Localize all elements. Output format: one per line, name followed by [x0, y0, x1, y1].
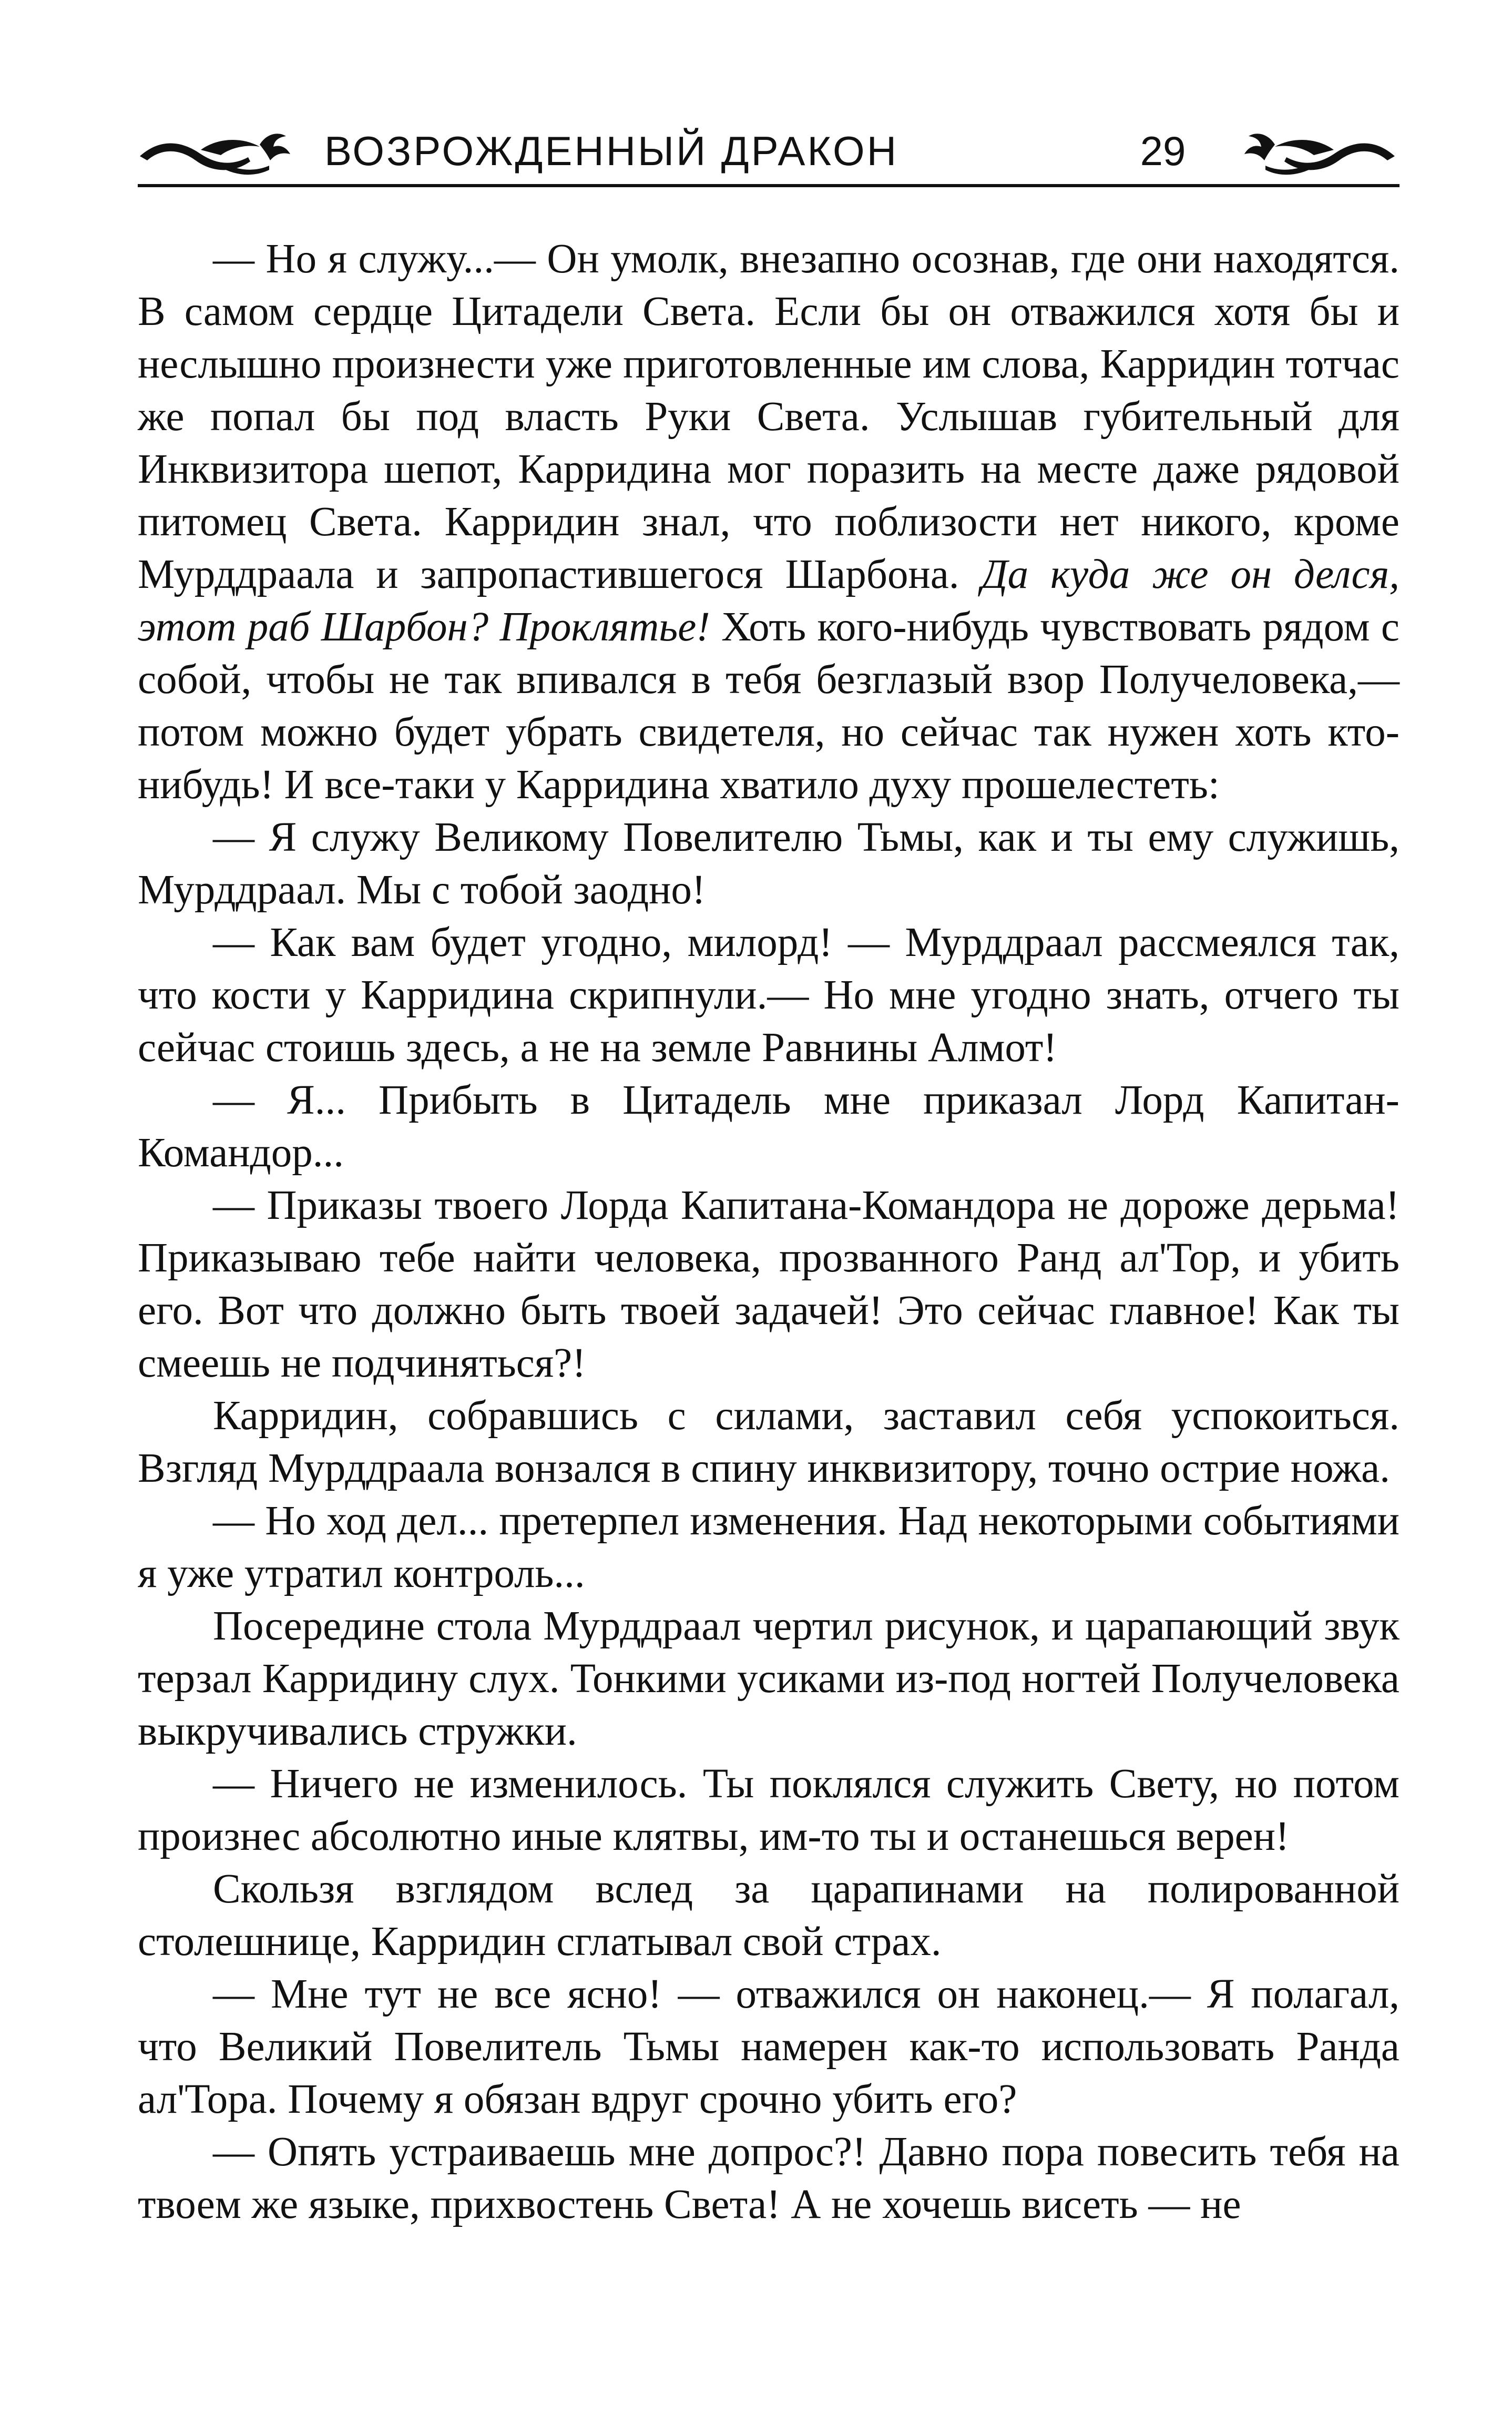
left-ornament-icon [138, 124, 295, 181]
italic-thought: Да куда же он делся, этот раб Шарбон? Проклятье! [138, 552, 1399, 650]
body-text [138, 233, 1399, 2231]
running-title: ВОЗРОЖДЕННЫЙ ДРАКОН [324, 128, 899, 174]
paragraph: — Но ход дел... претерпел изменения. Над некоторыми событиями я уже утратил контроль... [138, 1498, 1399, 1596]
paragraph: Карридин, собравшись с силами, заставил себя успокоиться. Взгляд Мурддраала вонзался в спину инквизитору, точно острие ножа. [138, 1393, 1399, 1491]
paragraph: — Я служу Великому Повелителю Тьмы, как и ты ему служишь, Мурддраал. Мы с тобой заодно! [138, 815, 1399, 913]
header-rule [138, 184, 1399, 187]
paragraph: — Приказы твоего Лорда Капитана-Командора не дороже дерьма! Приказываю тебе найти человека, прозванного Ранд ал'Тор, и убить его. Вот что должно быть твоей задачей! Это сейчас главное! Как ты смеешь не подчиняться?! [138, 1183, 1399, 1386]
paragraph: — Как вам будет угодно, милорд! — Мурддраал рассмеялся так, что кости у Карридина скрипнули.— Но мне угодно знать, отчего ты сейчас стоишь здесь, а не на земле Равнины Алмот! [138, 920, 1399, 1071]
right-ornament-icon [1239, 124, 1397, 181]
paragraph-text: — Но я служу...— Он умолк, внезапно осознав, где они находятся. В самом сердце Цитадели Света. Если бы он отважился хотя бы и неслышно произнести уже приготовленные им слова, Карридин тотчас же попал бы под власть Руки Света. Услышав губительный для Инквизитора шепот, Карридина мог поразить на месте даже рядовой питомец Света. Карридин знал, что поблизости нет никого, кроме Мурддраала и запропастившегося Шарбона. [138, 236, 1399, 597]
page-number: 29 [1140, 128, 1186, 174]
paragraph: Посередине стола Мурддраал чертил рисунок, и царапающий звук терзал Карридину слух. Тонкими усиками из-под ногтей Получеловека выкручивались стружки. [138, 1603, 1399, 1754]
paragraph: — Мне тут не все ясно! — отважился он наконец.— Я полагал, что Великий Повелитель Тьмы намерен как-то использовать Ранда ал'Тора. Почему я обязан вдруг срочно убить его? [138, 1971, 1399, 2122]
paragraph: — Я... Прибыть в Цитадель мне приказал Лорд Капитан-Командор... [138, 1077, 1399, 1176]
paragraph [138, 233, 1399, 811]
paragraph: — Опять устраиваешь мне допрос?! Давно пора повесить тебя на твоем же языке, прихвостень Света! А не хочешь висеть — не [138, 2129, 1399, 2227]
paragraph: — Ничего не изменилось. Ты поклялся служить Свету, но потом произнес абсолютно иные клятвы, им-то ты и останешься верен! [138, 1761, 1399, 1859]
paragraph-text: Хоть кого-нибудь чувствовать рядом с собой, чтобы не так впивался в тебя безглазый взор Получеловека,— потом можно будет убрать свидетеля, но сейчас так нужен хоть кто-нибудь! И все-таки у Карридина хватило духу прошелестеть: [138, 604, 1399, 808]
running-header [138, 113, 1399, 192]
paragraph: Скользя взглядом вслед за царапинами на полированной столешнице, Карридин сглатывал свой страх. [138, 1866, 1399, 1964]
